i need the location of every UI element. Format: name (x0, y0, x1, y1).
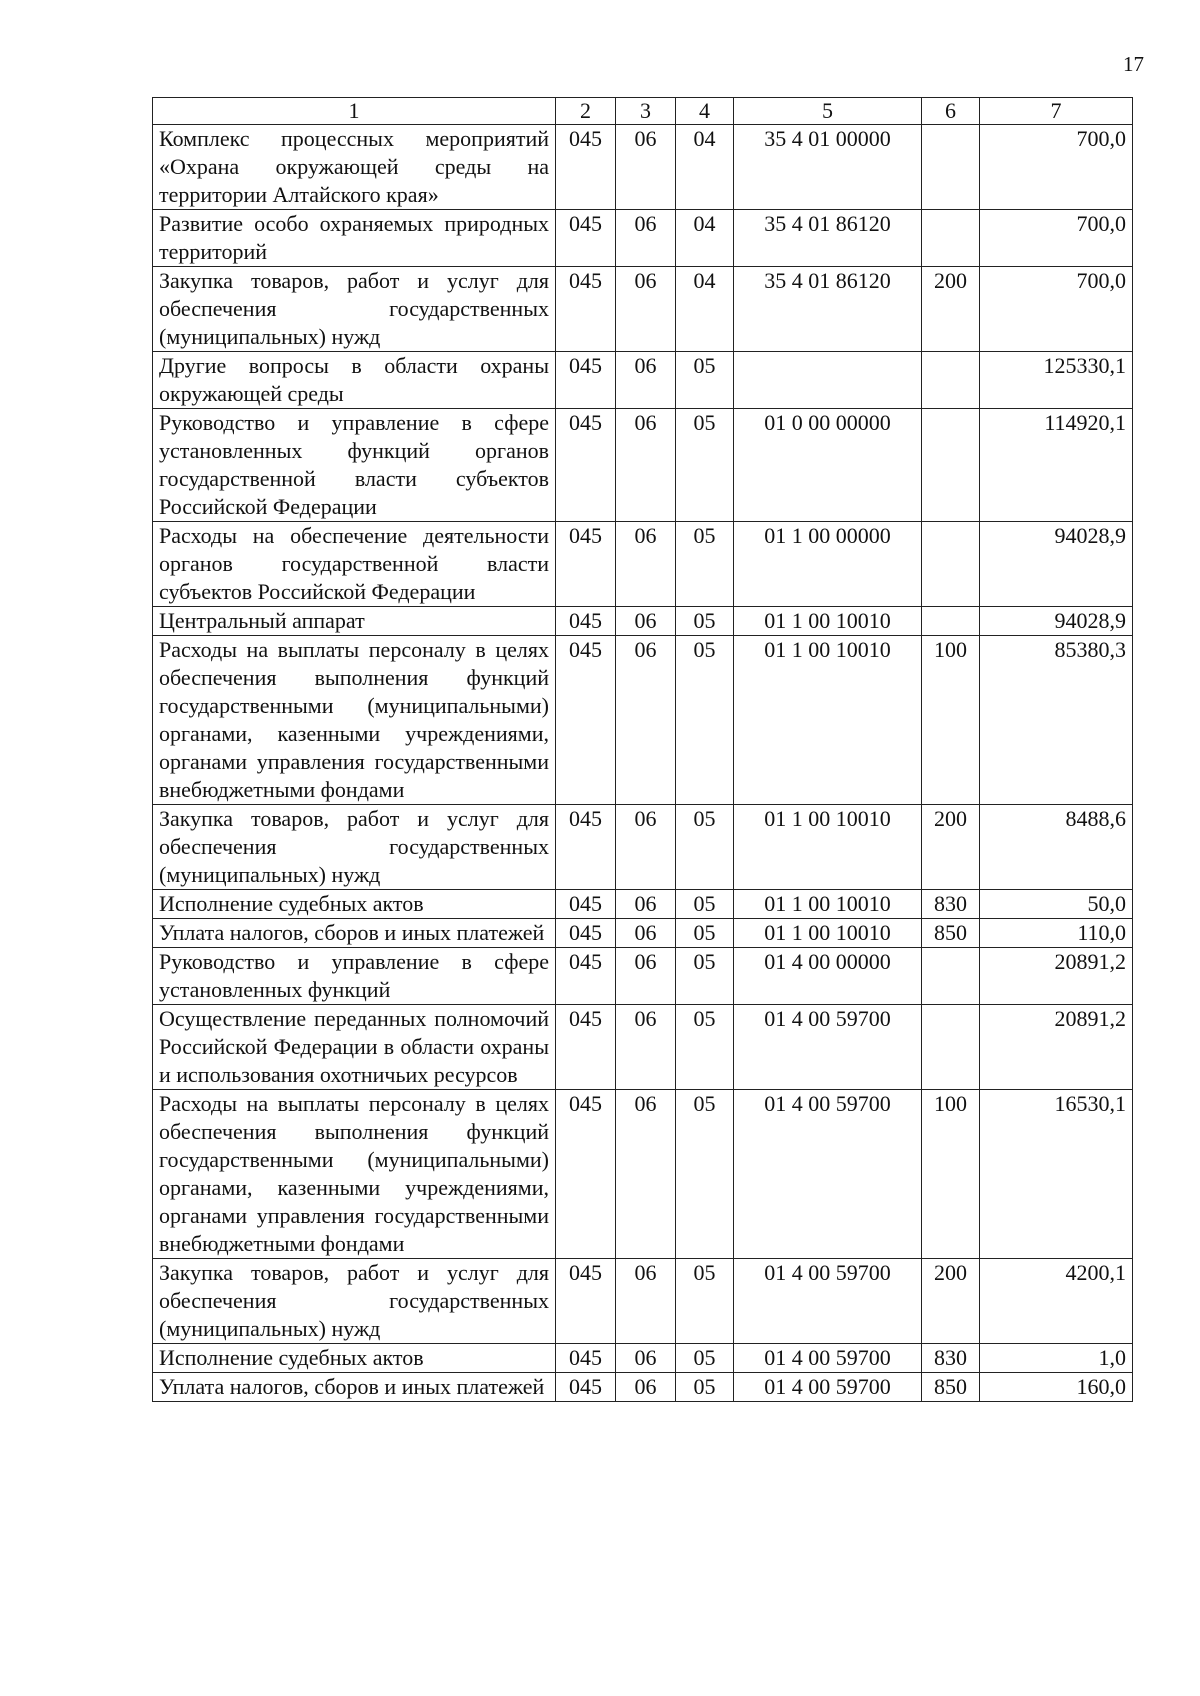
row-admin-code: 045 (556, 522, 616, 607)
row-expense-type: 100 (922, 1090, 980, 1259)
row-name: Центральный аппарат (153, 607, 556, 636)
row-amount: 110,0 (980, 919, 1133, 948)
header-row (153, 98, 1133, 125)
row-subsection: 04 (676, 125, 734, 210)
row-target-article: 35 4 01 00000 (734, 125, 922, 210)
row-admin-code: 045 (556, 352, 616, 409)
table-row (153, 890, 1133, 919)
row-admin-code: 045 (556, 607, 616, 636)
row-expense-type: 850 (922, 919, 980, 948)
row-amount: 114920,1 (980, 409, 1133, 522)
row-amount: 94028,9 (980, 522, 1133, 607)
row-subsection: 05 (676, 522, 734, 607)
row-name: Уплата налогов, сборов и иных платежей (153, 1373, 556, 1402)
row-name: Комплекс процессных мероприятий «Охрана окружающей среды на территории Алтайского края» (153, 125, 556, 210)
row-amount: 8488,6 (980, 805, 1133, 890)
row-admin-code: 045 (556, 267, 616, 352)
row-section: 06 (616, 210, 676, 267)
table-row (153, 522, 1133, 607)
row-target-article: 35 4 01 86120 (734, 210, 922, 267)
row-expense-type: 200 (922, 267, 980, 352)
row-section: 06 (616, 1259, 676, 1344)
budget-table (152, 97, 1133, 1402)
row-subsection: 05 (676, 890, 734, 919)
row-section: 06 (616, 805, 676, 890)
row-expense-type: 200 (922, 1259, 980, 1344)
row-target-article: 01 0 00 00000 (734, 409, 922, 522)
row-target-article: 35 4 01 86120 (734, 267, 922, 352)
row-subsection: 05 (676, 636, 734, 805)
row-amount: 20891,2 (980, 948, 1133, 1005)
row-target-article: 01 1 00 10010 (734, 919, 922, 948)
row-subsection: 05 (676, 1090, 734, 1259)
row-target-article: 01 1 00 10010 (734, 607, 922, 636)
row-name: Исполнение судебных актов (153, 890, 556, 919)
row-section: 06 (616, 267, 676, 352)
header-cell: 4 (676, 98, 734, 125)
row-name: Закупка товаров, работ и услуг для обеспечения государственных (муниципальных) нужд (153, 805, 556, 890)
table-row (153, 125, 1133, 210)
row-target-article: 01 1 00 10010 (734, 890, 922, 919)
row-expense-type (922, 352, 980, 409)
row-section: 06 (616, 1005, 676, 1090)
header-cell: 7 (980, 98, 1133, 125)
table-row (153, 1344, 1133, 1373)
row-subsection: 05 (676, 607, 734, 636)
row-expense-type (922, 948, 980, 1005)
row-admin-code: 045 (556, 1090, 616, 1259)
table-row (153, 267, 1133, 352)
row-expense-type (922, 125, 980, 210)
row-section: 06 (616, 522, 676, 607)
table-row (153, 1005, 1133, 1090)
row-admin-code: 045 (556, 890, 616, 919)
row-section: 06 (616, 890, 676, 919)
row-admin-code: 045 (556, 919, 616, 948)
row-expense-type (922, 409, 980, 522)
table-row (153, 919, 1133, 948)
row-amount: 160,0 (980, 1373, 1133, 1402)
row-section: 06 (616, 607, 676, 636)
row-subsection: 05 (676, 409, 734, 522)
table-row (153, 805, 1133, 890)
table-row (153, 409, 1133, 522)
row-target-article: 01 1 00 10010 (734, 805, 922, 890)
row-admin-code: 045 (556, 1344, 616, 1373)
row-expense-type (922, 607, 980, 636)
header-cell: 3 (616, 98, 676, 125)
row-amount: 94028,9 (980, 607, 1133, 636)
header-cell: 5 (734, 98, 922, 125)
row-subsection: 05 (676, 1373, 734, 1402)
row-expense-type: 830 (922, 1344, 980, 1373)
row-expense-type (922, 1005, 980, 1090)
row-target-article: 01 1 00 00000 (734, 522, 922, 607)
row-target-article (734, 352, 922, 409)
row-target-article: 01 4 00 59700 (734, 1259, 922, 1344)
row-amount: 125330,1 (980, 352, 1133, 409)
header-cell: 6 (922, 98, 980, 125)
row-subsection: 04 (676, 267, 734, 352)
row-subsection: 04 (676, 210, 734, 267)
row-admin-code: 045 (556, 805, 616, 890)
row-name: Расходы на выплаты персоналу в целях обеспечения выполнения функций государственными (муниципальными) органами, казенными учреждениями, органами управления государственными внебюджетными фондами (153, 636, 556, 805)
row-amount: 1,0 (980, 1344, 1133, 1373)
row-name: Руководство и управление в сфере установленных функций (153, 948, 556, 1005)
row-expense-type: 830 (922, 890, 980, 919)
row-subsection: 05 (676, 1005, 734, 1090)
table-row (153, 210, 1133, 267)
row-amount: 20891,2 (980, 1005, 1133, 1090)
row-subsection: 05 (676, 1259, 734, 1344)
row-name: Исполнение судебных актов (153, 1344, 556, 1373)
row-name: Расходы на выплаты персоналу в целях обеспечения выполнения функций государственными (муниципальными) органами, казенными учреждениями, органами управления государственными внебюджетными фондами (153, 1090, 556, 1259)
row-admin-code: 045 (556, 409, 616, 522)
header-cell: 2 (556, 98, 616, 125)
row-amount: 700,0 (980, 210, 1133, 267)
row-name: Уплата налогов, сборов и иных платежей (153, 919, 556, 948)
table-row (153, 352, 1133, 409)
table-row (153, 1259, 1133, 1344)
row-name: Другие вопросы в области охраны окружающей среды (153, 352, 556, 409)
header-cell: 1 (153, 98, 556, 125)
row-expense-type (922, 522, 980, 607)
row-subsection: 05 (676, 948, 734, 1005)
row-section: 06 (616, 409, 676, 522)
row-section: 06 (616, 1090, 676, 1259)
table-row (153, 948, 1133, 1005)
row-target-article: 01 4 00 59700 (734, 1005, 922, 1090)
row-section: 06 (616, 1373, 676, 1402)
row-admin-code: 045 (556, 210, 616, 267)
row-admin-code: 045 (556, 125, 616, 210)
row-expense-type: 100 (922, 636, 980, 805)
row-admin-code: 045 (556, 636, 616, 805)
row-amount: 50,0 (980, 890, 1133, 919)
row-amount: 700,0 (980, 267, 1133, 352)
row-section: 06 (616, 125, 676, 210)
row-name: Расходы на обеспечение деятельности органов государственной власти субъектов Российской Федерации (153, 522, 556, 607)
table-row (153, 607, 1133, 636)
row-section: 06 (616, 919, 676, 948)
row-expense-type: 850 (922, 1373, 980, 1402)
row-admin-code: 045 (556, 948, 616, 1005)
row-name: Закупка товаров, работ и услуг для обеспечения государственных (муниципальных) нужд (153, 1259, 556, 1344)
row-subsection: 05 (676, 805, 734, 890)
row-amount: 16530,1 (980, 1090, 1133, 1259)
row-name: Закупка товаров, работ и услуг для обеспечения государственных (муниципальных) нужд (153, 267, 556, 352)
row-admin-code: 045 (556, 1259, 616, 1344)
row-subsection: 05 (676, 919, 734, 948)
row-expense-type (922, 210, 980, 267)
table-row (153, 1090, 1133, 1259)
row-target-article: 01 1 00 10010 (734, 636, 922, 805)
row-name: Руководство и управление в сфере установленных функций органов государственной власти субъектов Российской Федерации (153, 409, 556, 522)
row-target-article: 01 4 00 00000 (734, 948, 922, 1005)
row-subsection: 05 (676, 352, 734, 409)
row-amount: 85380,3 (980, 636, 1133, 805)
row-name: Развитие особо охраняемых природных территорий (153, 210, 556, 267)
row-expense-type: 200 (922, 805, 980, 890)
row-target-article: 01 4 00 59700 (734, 1090, 922, 1259)
row-section: 06 (616, 352, 676, 409)
row-section: 06 (616, 1344, 676, 1373)
row-admin-code: 045 (556, 1005, 616, 1090)
row-target-article: 01 4 00 59700 (734, 1373, 922, 1402)
row-target-article: 01 4 00 59700 (734, 1344, 922, 1373)
row-section: 06 (616, 636, 676, 805)
page-number: 17 (1123, 52, 1144, 76)
table-row (153, 636, 1133, 805)
row-amount: 4200,1 (980, 1259, 1133, 1344)
table-row (153, 1373, 1133, 1402)
row-admin-code: 045 (556, 1373, 616, 1402)
row-name: Осуществление переданных полномочий Российской Федерации в области охраны и использования охотничьих ресурсов (153, 1005, 556, 1090)
row-amount: 700,0 (980, 125, 1133, 210)
row-subsection: 05 (676, 1344, 734, 1373)
row-section: 06 (616, 948, 676, 1005)
